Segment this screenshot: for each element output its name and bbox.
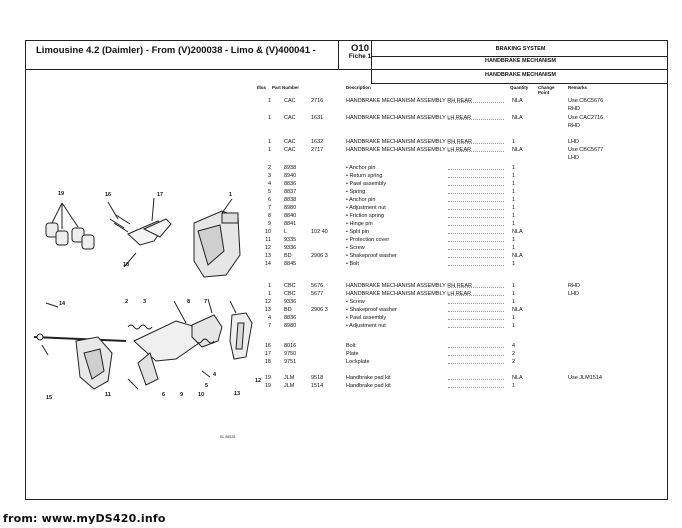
row-desc: Handbrake pad kit <box>346 375 391 381</box>
row-number: 1631 <box>311 115 324 121</box>
row-qty: 1 <box>512 261 516 267</box>
row-qty: 4 <box>512 343 516 349</box>
row-qty: 1 <box>512 323 516 329</box>
row-number: 2906 3 <box>311 253 328 259</box>
row-desc: • Anchor pin <box>346 197 376 203</box>
handbrake-pad-drawing <box>46 203 94 249</box>
leader-line <box>128 379 138 389</box>
row-remarks: RHD <box>568 283 580 289</box>
row-illus: 12 <box>264 245 271 251</box>
system-label: BRAKING SYSTEM <box>495 46 546 52</box>
row-illus: 11 <box>265 237 271 243</box>
col-remarks: Remarks <box>568 85 588 90</box>
row-illus: 6 <box>267 197 271 203</box>
figure-reference: RL 86528 <box>220 435 236 439</box>
callout: 13 <box>234 391 241 397</box>
row-number: 1632 <box>311 139 324 145</box>
row-qty: NLA <box>512 307 523 313</box>
row-desc: • Friction spring <box>346 213 384 219</box>
row-desc: • Screw <box>346 299 365 305</box>
row-illus: 12 <box>264 299 271 305</box>
row-number: 5676 <box>311 283 324 289</box>
row-desc: • Pawl assembly <box>346 315 387 321</box>
row-remarks: Use CAC2716 <box>568 115 604 121</box>
bolt-drawing <box>108 202 130 232</box>
col-illus: Illus <box>257 85 267 90</box>
row-remarks: RHD <box>568 123 580 129</box>
row-remarks: RHD <box>568 106 580 112</box>
row-illus: 14 <box>264 261 271 267</box>
row-qty: NLA <box>512 98 523 104</box>
row-prefix: 9336 <box>284 299 297 305</box>
row-desc: • Adjustment nut <box>346 323 386 329</box>
callout: 1 <box>229 192 233 198</box>
row-illus: 1 <box>267 147 271 153</box>
callout: 4 <box>213 372 217 378</box>
row-desc: • Split pin <box>346 229 370 235</box>
row-qty: 1 <box>512 197 516 203</box>
row-illus: 5 <box>267 189 271 195</box>
row-prefix: 8980 <box>284 323 297 329</box>
row-qty: 1 <box>512 237 516 243</box>
sheet-title: Limousine 4.2 (Daimler) - From (V)200038 - Limo & (V)400041 - <box>36 45 316 56</box>
callout: 2 <box>125 299 129 305</box>
row-illus: 2 <box>267 165 271 171</box>
callout: 17 <box>157 192 164 198</box>
row-number: 9518 <box>311 375 324 381</box>
row-prefix: 9751 <box>284 359 297 365</box>
callout: 19 <box>58 191 65 197</box>
row-prefix: CAC <box>284 139 296 145</box>
row-illus: 1 <box>267 283 271 289</box>
callout: 9 <box>180 392 184 398</box>
row-prefix: 8940 <box>284 173 297 179</box>
row-illus: 8 <box>267 213 271 219</box>
row-illus: 13 <box>264 307 271 313</box>
row-illus: 4 <box>267 181 271 187</box>
row-illus: 1 <box>267 98 271 104</box>
row-qty: 1 <box>512 383 516 389</box>
row-desc: HANDBRAKE MECHANISM ASSEMBLY RH REAR <box>346 98 473 104</box>
callout: 18 <box>123 262 130 268</box>
callout: 6 <box>162 392 166 398</box>
row-prefix: 8841 <box>284 221 297 227</box>
row-qty: 1 <box>512 221 516 227</box>
pawl-assembly-drawing <box>134 301 202 385</box>
row-prefix: 8938 <box>284 165 297 171</box>
row-illus: 19 <box>264 375 271 381</box>
row-illus: 1 <box>267 115 271 121</box>
row-desc: • Return spring <box>346 173 383 179</box>
row-qty: NLA <box>512 115 523 121</box>
row-illus: 16 <box>264 343 271 349</box>
row-desc: • Hinge pin <box>346 221 373 227</box>
row-prefix: CBC <box>284 283 296 289</box>
row-prefix: 8016 <box>284 343 297 349</box>
parts-sheet <box>25 40 668 500</box>
row-remarks: LHD <box>568 291 580 297</box>
row-remarks: LHD <box>568 139 580 145</box>
row-desc: • Screw <box>346 245 365 251</box>
row-prefix: CAC <box>284 147 296 153</box>
row-illus: 3 <box>267 173 271 179</box>
row-number: 2717 <box>311 147 324 153</box>
row-desc: • Bolt <box>346 261 359 267</box>
row-desc: • Adjustment nut <box>346 205 386 211</box>
row-qty: 1 <box>512 299 516 305</box>
leader-line <box>202 371 210 377</box>
row-qty: 1 <box>512 213 516 219</box>
row-illus: 1 <box>267 139 271 145</box>
row-qty: 1 <box>512 139 516 145</box>
plate-drawing <box>128 198 171 245</box>
row-desc: • Shakeproof washer <box>346 307 397 313</box>
row-qty: 1 <box>512 189 516 195</box>
row-remarks: Use CBC5677 <box>568 147 604 153</box>
row-remarks: Use CBC5676 <box>568 98 604 104</box>
callout: 11 <box>105 392 111 398</box>
callout: 5 <box>205 383 209 389</box>
row-illus: 9 <box>267 221 271 227</box>
row-desc: HANDBRAKE MECHANISM ASSEMBLY LH REAR <box>346 291 472 297</box>
page-code: O10 <box>351 43 369 54</box>
row-qty: 1 <box>512 315 516 321</box>
row-illus: 10 <box>264 229 271 235</box>
col-quantity: Quantity <box>510 85 529 90</box>
col-part-number: Part Number <box>272 85 300 90</box>
row-qty: 2 <box>512 351 516 357</box>
row-prefix: CAC <box>284 98 296 104</box>
row-prefix: JLM <box>284 375 295 381</box>
row-remarks: LHD <box>568 155 580 161</box>
row-prefix: L <box>284 229 288 235</box>
row-prefix: 8980 <box>284 205 297 211</box>
row-number: 2906 3 <box>311 307 328 313</box>
row-desc: • Spring <box>346 189 366 195</box>
row-qty: 1 <box>512 165 516 171</box>
handbrake-lever-drawing <box>34 334 126 389</box>
callout: 14 <box>59 301 66 307</box>
adjustment-nut-drawing <box>192 299 222 347</box>
callout: 15 <box>46 395 53 401</box>
section-label: HANDBRAKE MECHANISM <box>485 72 556 78</box>
row-desc: Handbrake pad kit <box>346 383 391 389</box>
row-number: 1514 <box>311 383 324 389</box>
row-desc: • Protection cover <box>346 237 390 243</box>
col-change-point: Change Point <box>538 85 555 95</box>
row-illus: 13 <box>264 253 271 259</box>
row-desc: • Pawl assembly <box>346 181 387 187</box>
row-illus: 17 <box>264 351 271 357</box>
row-desc: Plate <box>346 351 359 357</box>
protection-cover-drawing <box>230 301 252 359</box>
row-desc: HANDBRAKE MECHANISM ASSEMBLY RH REAR <box>346 139 473 145</box>
row-prefix: BD <box>284 253 292 259</box>
row-desc: Lockplate <box>346 359 370 365</box>
row-qty: NLA <box>512 375 523 381</box>
subsystem-label: HANDBRAKE MECHANISM <box>485 58 556 64</box>
row-illus: 1 <box>267 291 271 297</box>
row-qty: NLA <box>512 147 523 153</box>
row-number: 102 40 <box>311 229 328 235</box>
row-illus: 7 <box>267 323 271 329</box>
row-qty: 1 <box>512 205 516 211</box>
row-number: 2716 <box>311 98 324 104</box>
fiche-label: Fiche 1 <box>348 53 372 60</box>
callout: 3 <box>143 299 147 305</box>
callout: 16 <box>105 192 112 198</box>
caliper-mechanism-drawing <box>194 199 240 277</box>
row-prefix: BD <box>284 307 292 313</box>
row-illus: 7 <box>267 205 271 211</box>
row-prefix: 8837 <box>284 189 297 195</box>
row-prefix: 8836 <box>284 181 297 187</box>
row-desc: HANDBRAKE MECHANISM ASSEMBLY LH REAR <box>346 147 472 153</box>
row-qty: 1 <box>512 291 516 297</box>
row-prefix: 8845 <box>284 261 297 267</box>
row-illus: 4 <box>267 315 271 321</box>
row-qty: 1 <box>512 181 516 187</box>
row-prefix: CBC <box>284 291 296 297</box>
leader-line <box>46 303 58 307</box>
callout: 7 <box>204 299 208 305</box>
row-illus: 18 <box>264 359 271 365</box>
row-prefix: 9750 <box>284 351 297 357</box>
row-desc: HANDBRAKE MECHANISM ASSEMBLY LH REAR <box>346 115 472 121</box>
row-prefix: CAC <box>284 115 296 121</box>
row-prefix: 9336 <box>284 245 297 251</box>
callout: 8 <box>187 299 191 305</box>
callout: 12 <box>255 378 262 384</box>
row-desc: • Shakeproof washer <box>346 253 397 259</box>
row-number: 5677 <box>311 291 324 297</box>
row-qty: 1 <box>512 173 516 179</box>
row-prefix: 9335 <box>284 237 297 243</box>
row-prefix: 8836 <box>284 315 297 321</box>
row-prefix: 8840 <box>284 213 297 219</box>
row-qty: NLA <box>512 253 523 259</box>
row-illus: 19 <box>264 383 271 389</box>
row-desc: Bolt <box>346 343 356 349</box>
row-qty: 2 <box>512 359 516 365</box>
row-prefix: 8838 <box>284 197 297 203</box>
row-qty: NLA <box>512 229 523 235</box>
col-description: Description <box>346 85 371 90</box>
callout: 10 <box>198 392 205 398</box>
row-prefix: JLM <box>284 383 295 389</box>
row-qty: 1 <box>512 283 516 289</box>
row-remarks: Use JLM1514 <box>568 375 602 381</box>
row-desc: • Anchor pin <box>346 165 376 171</box>
row-desc: HANDBRAKE MECHANISM ASSEMBLY RH REAR <box>346 283 473 289</box>
exploded-diagram <box>26 41 669 501</box>
source-footer: from: www.myDS420.info <box>3 512 166 525</box>
row-qty: 1 <box>512 245 516 251</box>
